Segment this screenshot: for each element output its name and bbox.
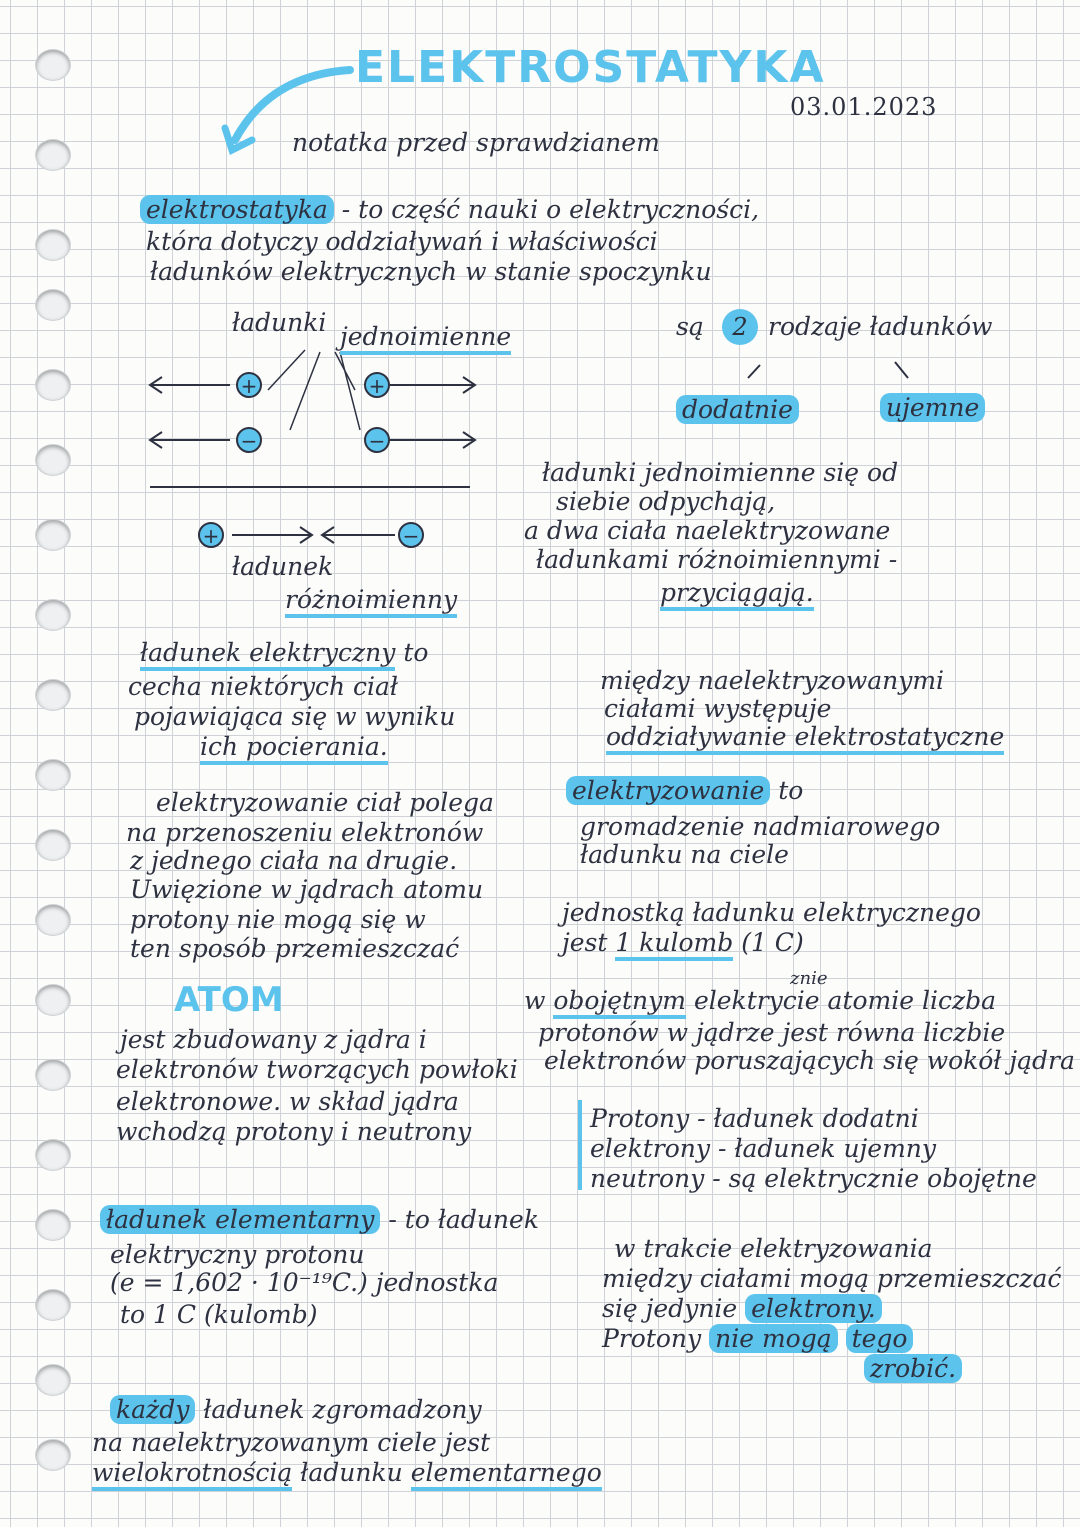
positive-charge-icon: + bbox=[364, 372, 390, 398]
definition-line-1 bbox=[140, 195, 759, 225]
movement-line-2: między ciałami mogą przemieszczać bbox=[602, 1264, 1062, 1293]
binder-hole bbox=[36, 760, 70, 790]
like-charges-label-1: ładunki bbox=[232, 308, 327, 337]
term-electrostatics: elektrostatyka bbox=[140, 195, 334, 224]
charge-def-line-4: ich pocierania. bbox=[200, 732, 388, 762]
definition-line-3: ładunków elektrycznych w stanie spoczynku bbox=[150, 257, 712, 286]
repel-line-1: ładunki jednoimienne się od bbox=[542, 458, 899, 487]
multiple-line-2: na naelektryzowanym ciele jest bbox=[92, 1428, 491, 1457]
electrification-left-1: elektryzowanie ciał polega bbox=[156, 788, 494, 817]
neutral-line-2: protonów w jądrze jest równa liczbie bbox=[538, 1018, 1006, 1047]
particle-electrons: elektrony - ładunek ujemny bbox=[590, 1134, 937, 1163]
binder-hole bbox=[36, 290, 70, 320]
movement-line-3: się jedynie elektrony. bbox=[602, 1294, 882, 1324]
binder-hole bbox=[36, 1140, 70, 1170]
binder-hole bbox=[36, 1365, 70, 1395]
interaction-line-1: między naelektryzowanymi bbox=[600, 666, 945, 695]
type-positive: dodatnie bbox=[676, 395, 799, 425]
negative-charge-icon: − bbox=[364, 427, 390, 453]
unit-line-2: jest 1 kulomb (1 C) bbox=[562, 928, 804, 958]
binder-hole bbox=[36, 370, 70, 400]
elementary-line-2: elektryczny protonu bbox=[110, 1240, 365, 1269]
atom-heading: ATOM bbox=[174, 980, 284, 1020]
binder-hole bbox=[36, 985, 70, 1015]
particle-neutrons: neutrony - są elektrycznie obojętne bbox=[590, 1164, 1037, 1193]
like-charges-label-2: jednoimienne bbox=[340, 322, 511, 352]
electrification-left-2: na przenoszeniu elektronów bbox=[126, 818, 484, 847]
binder-hole bbox=[36, 50, 70, 80]
binder-hole bbox=[36, 680, 70, 710]
negative-charge-icon: − bbox=[398, 522, 424, 548]
electrification-right-1: elektryzowanie to bbox=[566, 776, 803, 806]
two-types-pre: są bbox=[676, 312, 704, 341]
subtitle: notatka przed sprawdzianem bbox=[292, 128, 660, 157]
repel-line-3: a dwa ciała naelektryzowane bbox=[524, 516, 891, 545]
particles-bracket bbox=[578, 1100, 582, 1190]
electrification-left-5: protony nie mogą się w bbox=[130, 905, 426, 934]
binder-hole bbox=[36, 445, 70, 475]
positive-charge-icon: + bbox=[236, 372, 262, 398]
definition-line-2: która dotyczy oddziaływań i właściwości bbox=[146, 227, 658, 256]
unlike-charge-label-2: różnoimienny bbox=[285, 585, 457, 615]
neutral-line-1: w obojętnym elektrycie atomie liczba bbox=[524, 986, 996, 1016]
page-title: ELEKTROSTATYKA bbox=[355, 42, 826, 93]
electrification-right-3: ładunku na ciele bbox=[580, 840, 789, 869]
elementary-line-4: to 1 C (kulomb) bbox=[120, 1300, 318, 1329]
electrification-left-3: z jednego ciała na drugie. bbox=[130, 846, 458, 875]
elementary-line-1: ładunek elementarny - to ładunek bbox=[100, 1205, 539, 1235]
definition-text: - to część nauki o elektryczności, bbox=[341, 195, 760, 224]
binder-hole bbox=[36, 230, 70, 260]
electrification-left-4: Uwięzione w jądrach atomu bbox=[130, 875, 484, 904]
movement-line-4: Protony nie mogą tego bbox=[602, 1324, 913, 1354]
binder-hole bbox=[36, 520, 70, 550]
binder-hole bbox=[36, 830, 70, 860]
electrification-right-2: gromadzenie nadmiarowego bbox=[580, 812, 941, 841]
binder-hole bbox=[36, 600, 70, 630]
movement-line-1: w trakcie elektryzowania bbox=[614, 1234, 933, 1263]
repel-line-5: przyciągają. bbox=[660, 578, 814, 608]
movement-line-5: zrobić. bbox=[864, 1354, 962, 1384]
negative-charge-icon: − bbox=[236, 427, 262, 453]
elementary-line-3: (e = 1,602 · 10⁻¹⁹C.) jednostka bbox=[110, 1268, 499, 1297]
note-date: 03.01.2023 bbox=[790, 93, 938, 121]
multiple-line-3: wielokrotnością ładunku elementarnego bbox=[92, 1458, 602, 1488]
two-types-post: rodzaje ładunków bbox=[768, 312, 993, 341]
multiple-line-1: każdy ładunek zgromadzony bbox=[110, 1395, 482, 1425]
unlike-charge-label-1: ładunek bbox=[232, 552, 334, 581]
repel-line-2: siebie odpychają, bbox=[556, 487, 776, 516]
binder-hole bbox=[36, 1060, 70, 1090]
positive-charge-icon: + bbox=[198, 522, 224, 548]
unit-line-1: jednostką ładunku elektrycznego bbox=[562, 898, 981, 927]
atom-line-1: jest zbudowany z jądra i bbox=[120, 1025, 427, 1054]
particle-protons: Protony - ładunek dodatni bbox=[590, 1104, 919, 1133]
repel-line-4: ładunkami różnoimiennymi - bbox=[536, 545, 898, 574]
charge-def-line-3: pojawiająca się w wyniku bbox=[134, 702, 456, 731]
binder-hole bbox=[36, 1210, 70, 1240]
binder-hole bbox=[36, 140, 70, 170]
neutral-insert: znie bbox=[790, 968, 828, 989]
atom-line-4: wchodzą protony i neutrony bbox=[116, 1117, 472, 1146]
atom-line-3: elektronowe. w skład jądra bbox=[116, 1087, 459, 1116]
two-types-number: 2 bbox=[722, 309, 758, 345]
atom-line-2: elektronów tworzących powłoki bbox=[116, 1055, 518, 1084]
electrification-left-6: ten sposób przemieszczać bbox=[130, 934, 460, 963]
interaction-line-3: oddziaływanie elektrostatyczne bbox=[606, 722, 1004, 752]
type-negative: ujemne bbox=[880, 393, 985, 423]
neutral-line-3: elektronów poruszających się wokół jądra bbox=[544, 1046, 1075, 1075]
interaction-line-2: ciałami występuje bbox=[604, 694, 832, 723]
binder-hole bbox=[36, 1290, 70, 1320]
binder-holes bbox=[0, 0, 80, 1527]
binder-hole bbox=[36, 1440, 70, 1470]
charge-def-line-1: ładunek elektryczny to bbox=[140, 638, 428, 668]
binder-hole bbox=[36, 905, 70, 935]
charge-def-line-2: cecha niektórych ciał bbox=[128, 672, 399, 701]
